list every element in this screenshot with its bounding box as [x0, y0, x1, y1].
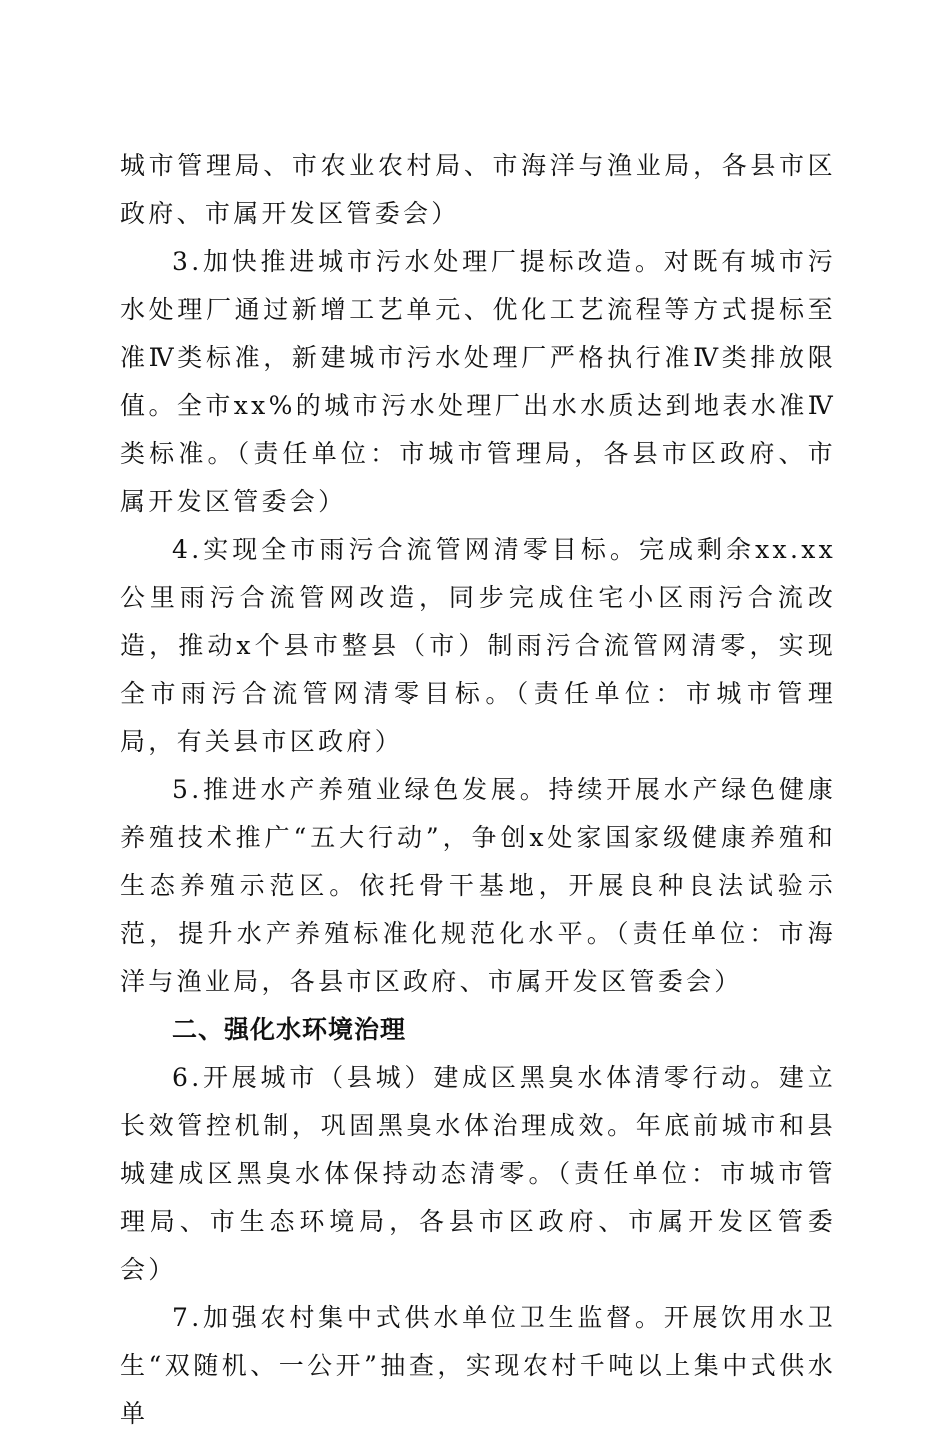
section-heading: 二、强化水环境治理	[172, 1015, 407, 1044]
paragraph-item-7: 7.加强农村集中式供水单位卫生监督。开展饮用水卫生“双随机、一公开”抽查，实现农村千吨以上集中式供水单	[120, 1303, 836, 1428]
document-body	[120, 142, 836, 1438]
paragraph-item-6: 6.开展城市（县城）建成区黑臭水体清零行动。建立长效管控机制，巩固黑臭水体治理成效。年底前城市和县城建成区黑臭水体保持动态清零。（责任单位：市城市管理局、市生态环境局，各县市区政府、市属开发区管委会）	[120, 1063, 836, 1284]
paragraph-item-5: 5.推进水产养殖业绿色发展。持续开展水产绿色健康养殖技术推广“五大行动”，争创x处家国家级健康养殖和生态养殖示范区。依托骨干基地，开展良种良法试验示范，提升水产养殖标准化规范化水平。（责任单位：市海洋与渔业局，各县市区政府、市属开发区管委会）	[120, 775, 836, 996]
paragraph-item-3: 3.加快推进城市污水处理厂提标改造。对既有城市污水处理厂通过新增工艺单元、优化工艺流程等方式提标至准Ⅳ类标准，新建城市污水处理厂严格执行准Ⅳ类排放限值。全市xx%的城市污水处理厂出水水质达到地表水准Ⅳ类标准。（责任单位：市城市管理局，各县市区政府、市属开发区管委会）	[120, 247, 836, 516]
paragraph-continued: 城市管理局、市农业农村局、市海洋与渔业局，各县市区政府、市属开发区管委会）	[120, 151, 836, 228]
paragraph-item-4: 4.实现全市雨污合流管网清零目标。完成剩余xx.xx公里雨污合流管网改造，同步完成住宅小区雨污合流改造，推动x个县市整县（市）制雨污合流管网清零，实现全市雨污合流管网清零目标。（责任单位：市城市管理局，有关县市区政府）	[120, 535, 836, 756]
